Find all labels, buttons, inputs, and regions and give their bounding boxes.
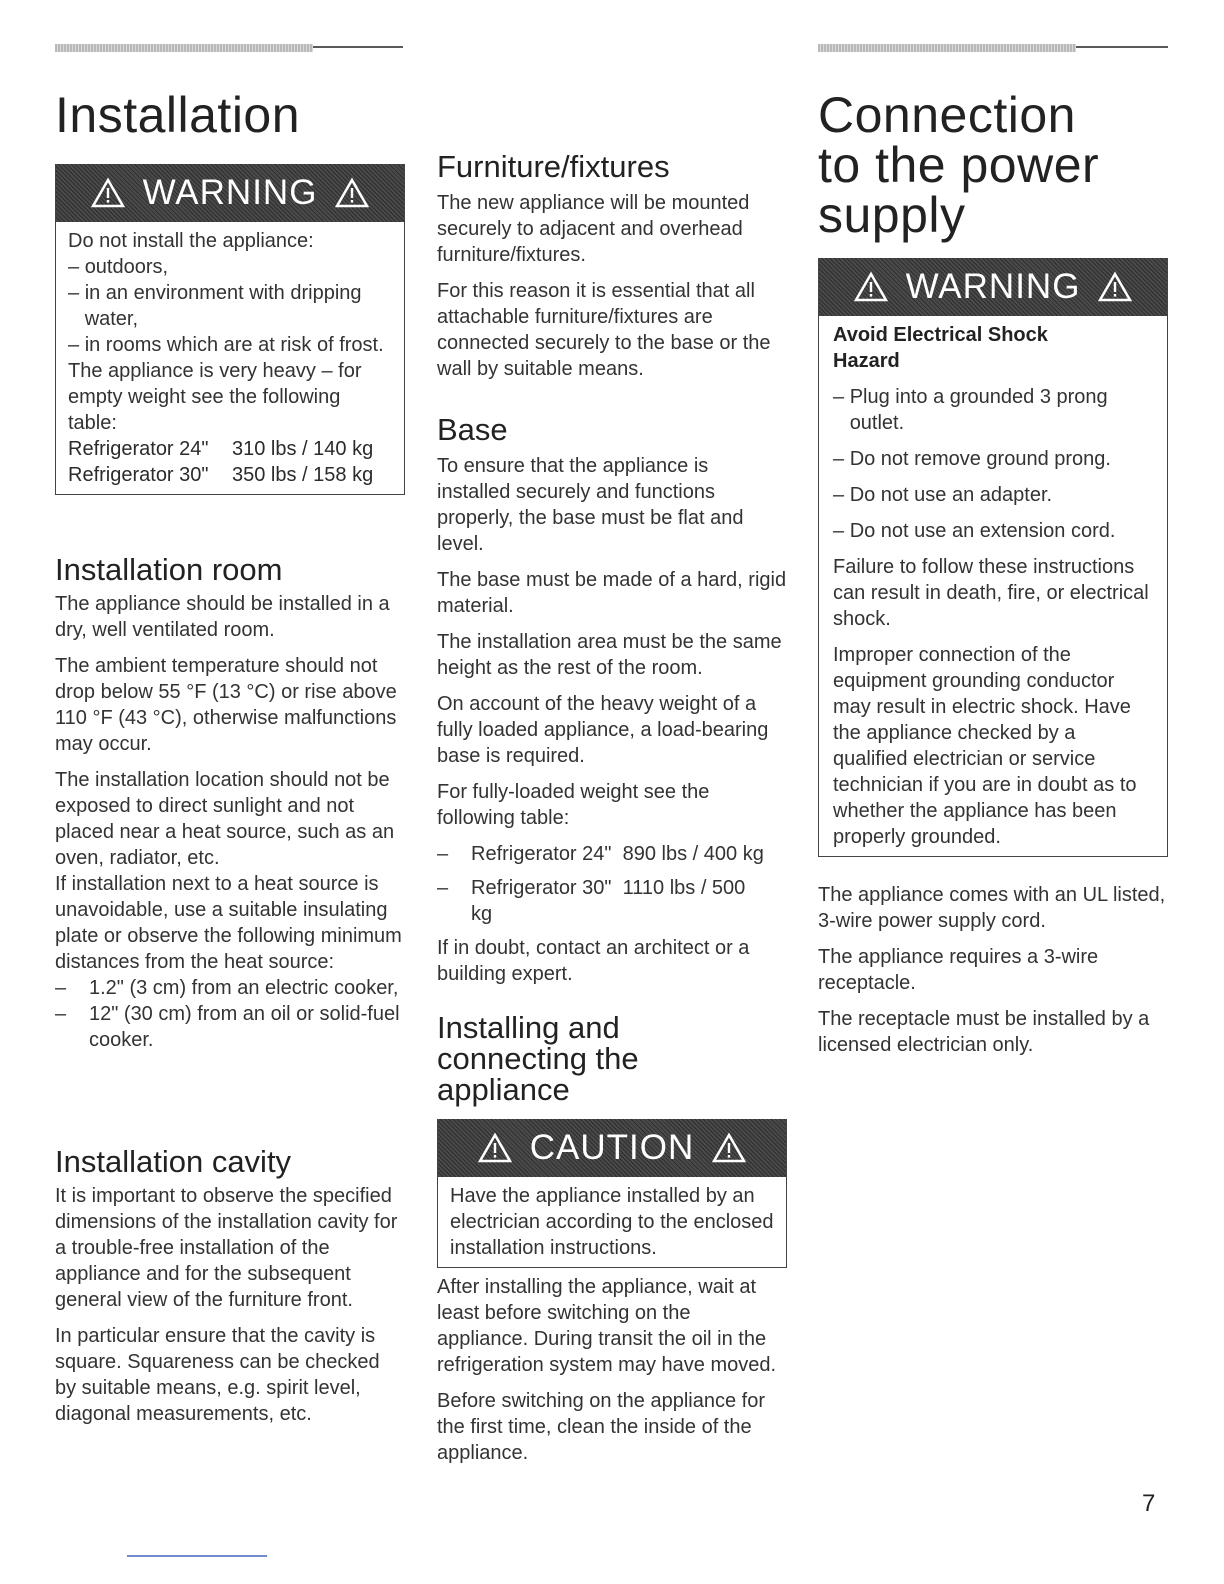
- paragraph: For fully-loaded weight see the following table:: [437, 781, 710, 829]
- warning-intro: Do not install the appliance:: [68, 230, 314, 252]
- paragraph: It is important to observe the specified dimensions of the installation cavity for a trouble-free installation of the appliance and for the subsequent general view of the furniture front.: [55, 1185, 398, 1311]
- table-row: Refrigerator 24" 310 lbs / 140 kg: [68, 438, 374, 460]
- section-furniture: [437, 150, 787, 382]
- caution-banner-label: CAUTION: [529, 1128, 695, 1167]
- list-item: – outdoors,: [68, 256, 169, 278]
- list-item: – in rooms which are at risk of frost.: [68, 334, 384, 356]
- warning-banner-label: WARNING: [142, 173, 318, 212]
- list-item: – Do not remove ground prong.: [833, 448, 1111, 470]
- paragraph: The installation area must be the same height as the rest of the room.: [437, 631, 782, 679]
- paragraph: The appliance should be installed in a dry, well ventilated room.: [55, 593, 390, 641]
- top-rule-right: [818, 46, 1168, 48]
- list-item: – Do not use an adapter.: [833, 484, 1053, 506]
- section-base: [437, 413, 787, 987]
- table-row: Refrigerator 30" 350 lbs / 158 kg: [68, 464, 374, 486]
- list-item: – Refrigerator 24" 890 lbs / 400 kg: [437, 843, 764, 865]
- paragraph: The installation location should not be exposed to direct sunlight and not placed near a heat source, such as an oven, radiator, etc.: [55, 769, 395, 869]
- paragraph: The base must be made of a hard, rigid material.: [437, 569, 787, 617]
- paragraph: To ensure that the appliance is installed securely and functions properly, the base must be flat and level.: [437, 455, 744, 555]
- paragraph: If installation next to a heat source is unavoidable, use a suitable insulating plate or observe the following minimum distances from the heat source:: [55, 873, 402, 973]
- warning-triangle-icon: [712, 1132, 746, 1164]
- caution-banner: [438, 1119, 786, 1177]
- weight-note: The appliance is very heavy – for empty weight see the following table:: [68, 360, 362, 434]
- paragraph: The receptacle must be installed by a licensed electrician only.: [818, 1008, 1150, 1056]
- list-item: – Do not use an extension cord.: [833, 520, 1116, 542]
- caution-box: [437, 1119, 787, 1268]
- paragraph: After installing the appliance, wait at least before switching on the appliance. During transit the oil in the refrigeration system may have moved.: [437, 1276, 777, 1376]
- warning-triangle-icon: [91, 177, 125, 209]
- paragraph: The appliance comes with an UL listed, 3-wire power supply cord.: [818, 884, 1166, 932]
- paragraph: In particular ensure that the cavity is square. Squareness can be checked by suitable means, e.g. spirit level, diagonal measurements, etc.: [55, 1325, 380, 1425]
- paragraph: The ambient temperature should not drop below 55 °F (13 °C) or rise above 110 °F (43 °C), otherwise malfunctions may occur.: [55, 655, 397, 755]
- warning-banner-label: WARNING: [905, 267, 1081, 306]
- warning-triangle-icon: [854, 271, 888, 303]
- list-item: – Plug into a grounded 3 prong outlet.: [833, 386, 1108, 434]
- warning-subheading: Avoid Electrical Shock Hazard: [833, 324, 1048, 372]
- warning-banner: [819, 258, 1167, 316]
- section-heading: Installation room: [55, 552, 283, 587]
- top-rule-left: [55, 46, 403, 48]
- paragraph: If in doubt, contact an architect or a building expert.: [437, 937, 750, 985]
- section-heading: Installation cavity: [55, 1144, 292, 1179]
- list-item: – Refrigerator 30" 1110 lbs / 500 kg: [437, 877, 751, 925]
- section-heading: Installing and connecting the appliance: [437, 1010, 639, 1107]
- warning-triangle-icon: [1098, 271, 1132, 303]
- paragraph: The new appliance will be mounted securely to adjacent and overhead furniture/fixtures.: [437, 192, 750, 266]
- paragraph: On account of the heavy weight of a fully loaded appliance, a load-bearing base is required.: [437, 693, 769, 767]
- section-power-notes: [818, 882, 1168, 1058]
- paragraph: Before switching on the appliance for the first time, clean the inside of the appliance.: [437, 1390, 765, 1464]
- page-title: Installation: [55, 87, 301, 143]
- paragraph: Improper connection of the equipment grounding conductor may result in electric shock. Have the appliance checked by a qualified electrician or service technician if you are in doubt as to whether the appliance has been properly grounded.: [833, 644, 1137, 848]
- footer-rule: [127, 1555, 267, 1557]
- warning-triangle-icon: [478, 1132, 512, 1164]
- warning-triangle-icon: [335, 177, 369, 209]
- section-installation-cavity: [55, 1145, 405, 1427]
- paragraph: The appliance requires a 3-wire receptacle.: [818, 946, 1099, 994]
- list-item: – 1.2" (3 cm) from an electric cooker,: [55, 977, 399, 999]
- section-heading: Furniture/fixtures: [437, 149, 670, 184]
- warning-box: [818, 258, 1168, 857]
- section-title: Connection to the power supply: [818, 87, 1100, 243]
- warning-banner: [56, 164, 404, 222]
- warning-box: [55, 164, 405, 495]
- paragraph: For this reason it is essential that all attachable furniture/fixtures are connected securely to the base or the wall by suitable means.: [437, 280, 771, 380]
- section-heading: Base: [437, 412, 508, 447]
- paragraph: Failure to follow these instructions can result in death, fire, or electrical shock.: [833, 556, 1149, 630]
- page-number: 7: [1142, 1490, 1156, 1517]
- list-item: – 12" (30 cm) from an oil or solid-fuel cooker.: [55, 1003, 400, 1051]
- section-installing: [437, 1012, 787, 1466]
- caution-text: Have the appliance installed by an electrician according to the enclosed installation instructions.: [450, 1185, 774, 1259]
- list-item: – in an environment with dripping water,: [68, 282, 362, 330]
- section-installation-room: [55, 553, 405, 1053]
